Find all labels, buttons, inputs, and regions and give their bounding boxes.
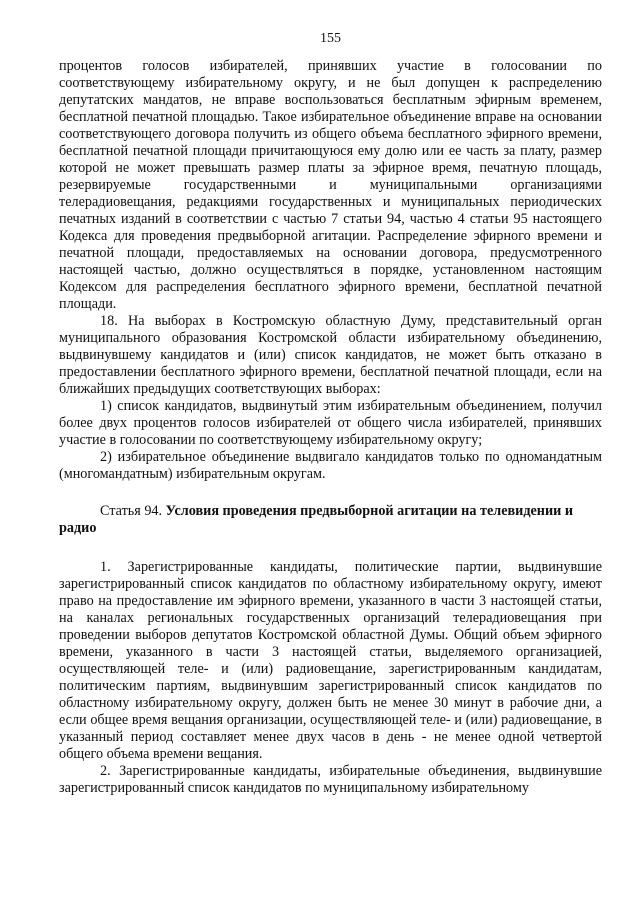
paragraph-clause-18: 18. На выборах в Костромскую областную Думу, представительный орган муниципального образования Костромской области избирательному объединению, выдвинувшему кандидатов и (или) список кандидатов, не может быть отказано в предоставлении бесплатного эфирного времени, бесплатной печатной площади, если на ближайших предыдущих соответствующих выборах:	[59, 313, 602, 397]
document-page	[59, 30, 602, 880]
paragraph-article-94-part-1: 1. Зарегистрированные кандидаты, политические партии, выдвинувшие зарегистрированный список кандидатов по областному избирательному округу, имеют право на предоставление им эфирного времени, указанного в части 3 настоящей статьи, на каналах региональных государственных организаций телерадиовещания при проведении выборов депутатов Костромской областной Думы. Общий объем эфирного времени, указанного в части 3 настоящей статьи, выделяемого организацией, осуществляющей теле- и (или) радиовещание, зарегистрированным кандидатам, политическим партиям, выдвинувшим зарегистрированный список кандидатов по областному избирательному округу, должен быть не менее 30 минут в рабочие дни, а если общее время вещания организации, осуществляющей теле- и (или) радиовещание, в указанный период составляет менее двух часов в день - не менее одной четвертой общего объема времени вещания.	[59, 559, 602, 762]
paragraph-article-94-part-2: 2. Зарегистрированные кандидаты, избирательные объединения, выдвинувшие зарегистрированный список кандидатов по муниципальному избирательному	[59, 763, 602, 796]
article-title: Условия проведения предвыборной агитации на телевидении и радио	[59, 503, 574, 536]
paragraph-item-2: 2) избирательное объединение выдвигало кандидатов только по одномандатным (многомандатным) избирательным округам.	[59, 449, 602, 482]
page-number: 155	[320, 31, 341, 46]
spacer	[59, 483, 602, 503]
paragraph-item-1: 1) список кандидатов, выдвинутый этим избирательным объединением, получил более двух процентов голосов избирателей от общего числа избирателей, принявших участие в голосовании по соответствующему избирательному округу;	[59, 398, 602, 448]
paragraph-continuation: процентов голосов избирателей, принявших участие в голосовании по соответствующему избирательному округу, и не был допущен к распределению депутатских мандатов, не вправе воспользоваться бесплатным эфирным временем, бесплатной печатной площадью. Такое избирательное объединение вправе на основании соответствующего договора получить из общего объема бесплатного эфирного времени, бесплатной печатной площади причитающуюся ему долю или ее часть за плату, размер которой не может превышать размер платы за эфирное время, печатную площадь, резервируемые государственными и муниципальными организациями телерадиовещания, редакциями государственных и муниципальных периодических печатных изданий в соответствии с частью 7 статьи 94, частью 4 статьи 95 настоящего Кодекса для проведения предвыборной агитации. Распределение эфирного времени и печатной площади, предоставляемых на основании договора, предусмотренного настоящей частью, должно осуществляться в порядке, установленном настоящим Кодексом для распределения бесплатного эфирного времени, бесплатной печатной площади.	[59, 58, 602, 312]
article-heading	[59, 503, 602, 537]
article-label: Статья 94.	[100, 503, 163, 519]
spacer	[59, 537, 602, 559]
